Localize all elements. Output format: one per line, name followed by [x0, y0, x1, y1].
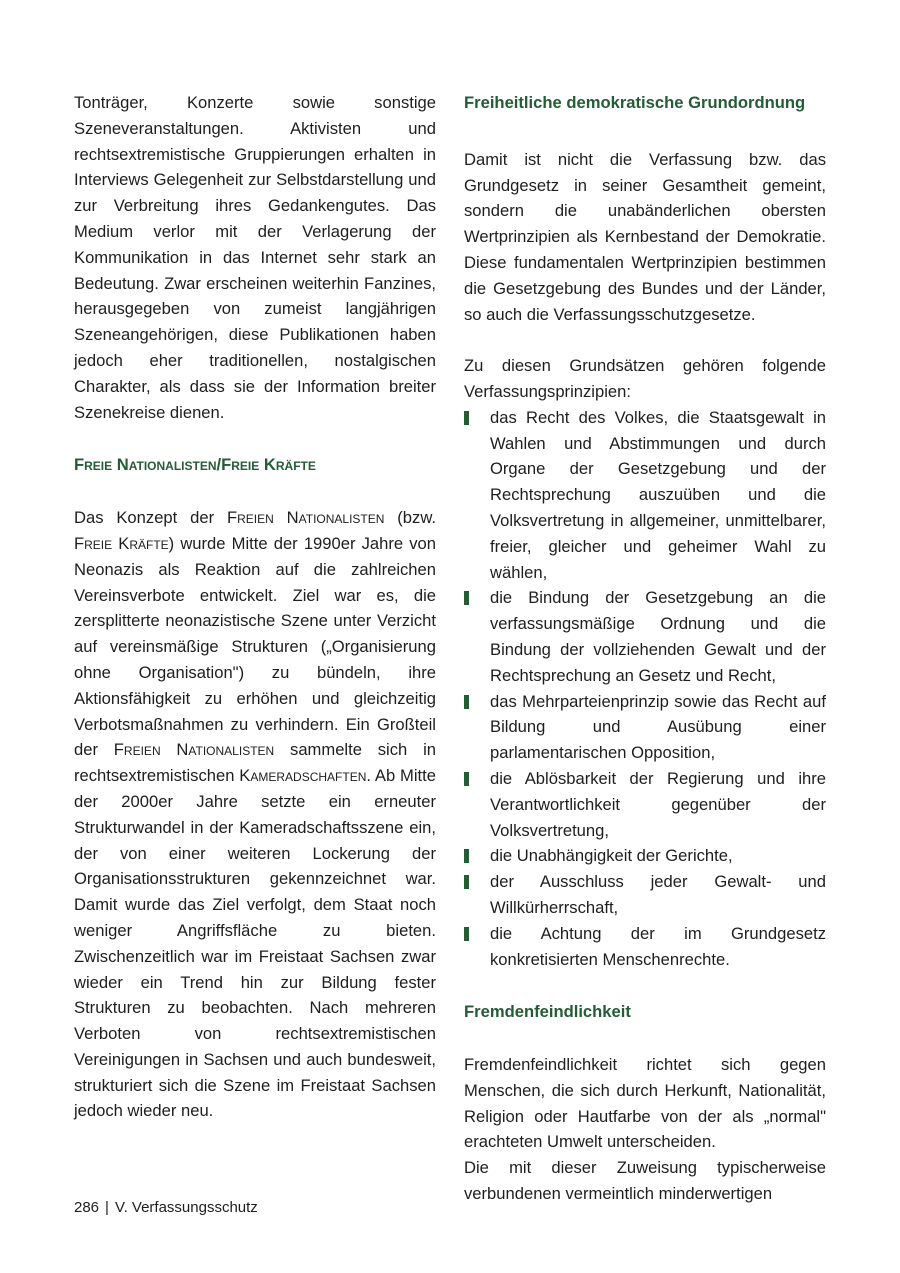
bullet-marker: [464, 695, 469, 709]
list-item-text: das Mehrparteienprinzip sowie das Recht auf Bildung und Ausübung einer parlamentarischen Opposition,: [490, 691, 826, 763]
text-run: . Ab Mitte der 2000er Jahre setzte ein erneuter Strukturwandel in der Kameradschaftsszene ein, der von einer weiteren Lockerung der Organisationsstrukturen gekennzeichnet war. Damit wurde das Ziel verfolgt, dem Staat noch weniger Angriffsfläche zu bieten. Zwischenzeitlich war im Freistaat Sachsen zwar wieder ein Trend hin zur Bildung fester Strukturen zu beobachten. Nach mehreren Verboten von rechtsextremistischen Vereinigungen in Sachsen und auch bundesweit, strukturiert sich die Szene im Freistaat Sachsen jedoch wieder neu.: [74, 766, 436, 1121]
term-freien-nationalisten: Freien Nationalisten: [113, 740, 275, 760]
right-column: [464, 90, 826, 1207]
section-heading-freie-nationalisten: Freie Nationalisten/Freie Kräfte: [74, 455, 316, 475]
section-heading-fremdenfeindlichkeit: Fremdenfeindlichkeit: [464, 1002, 631, 1022]
paragraph-fdgo-definition: Damit ist nicht die Verfassung bzw. das Grundgesetz in seiner Gesamtheit gemeint, sondern die unabänderlichen obersten Wertprinzipien als Kernbestand der Demokratie. Diese fundamentalen Wertprinzipien bestimmen die Gesetzgebung des Bundes und der Länder, so auch die Verfassungsschutzgesetze.: [464, 149, 826, 324]
bullet-marker: [464, 927, 469, 941]
term-kameradschaften: Kameradschaften: [239, 766, 367, 786]
list-item: [464, 689, 826, 766]
section-name: V. Verfassungsschutz: [114, 1199, 258, 1216]
list-item: [464, 766, 826, 843]
term-freien-nationalisten: Freien Nationalisten: [226, 508, 385, 528]
list-item-text: die Bindung der Gesetzgebung an die verfassungsmäßige Ordnung und die Bindung der vollziehenden Gewalt und der Rechtsprechung an Gesetz und Recht,: [490, 588, 826, 685]
bullet-marker: [464, 591, 469, 605]
paragraph-freie-nationalisten: [74, 505, 436, 1124]
text-run: (bzw.: [384, 508, 437, 528]
list-item: [464, 921, 826, 973]
list-item: [464, 843, 826, 869]
list-item: [464, 405, 826, 586]
principles-list: [464, 405, 826, 973]
list-item-text: die Achtung der im Grundgesetz konkretisierten Menschenrechte.: [490, 923, 826, 969]
list-item-text: der Ausschluss jeder Gewalt- und Willkürherrschaft,: [490, 872, 826, 917]
bullet-marker: [464, 849, 469, 863]
list-item-text: das Recht des Volkes, die Staatsgewalt in Wahlen und Abstimmungen und durch Organe der Gesetzgebung und der Rechtsprechung auszuüben und die Volksvertretung in allgemeiner, unmittelbarer, freier, gleicher und geheimer Wahl zu wählen,: [490, 407, 826, 582]
list-item: [464, 585, 826, 688]
section-heading-fdgo: Freiheitliche demokratische Grundordnung: [464, 93, 806, 112]
text-run: ) wurde Mitte der 1990er Jahre von Neonazis als Reaktion auf die zahlreichen Vereinsverbote entwickelt. Ziel war es, die zersplitterte neonazistische Szene unter Verzicht auf vereinsmäßige Strukturen („Organisierung ohne Organisation") zu bündeln, ihre Aktionsfähigkeit zu erhöhen und gleichzeitig Verbotsmaßnahmen zu verhindern. Ein Großteil der: [74, 533, 436, 760]
text-run: Das Konzept der: [74, 508, 227, 528]
paragraph-fremdenfeindlichkeit-2: Die mit dieser Zuweisung typischerweise verbundenen vermeintlich minderwertigen: [464, 1158, 826, 1204]
footer-separator: |: [105, 1199, 109, 1216]
list-item: [464, 869, 826, 921]
paragraph-fremdenfeindlichkeit-1: Fremdenfeindlichkeit richtet sich gegen Menschen, die sich durch Herkunft, Nationalität, Religion oder Hautfarbe von der als „normal" erachteten Umwelt unterscheiden.: [464, 1055, 826, 1152]
page-number: 286: [74, 1199, 100, 1216]
text-run: sammelte sich in rechtsextremistischen: [74, 740, 436, 786]
bullet-marker: [464, 875, 469, 889]
list-item-text: die Unabhängigkeit der Gerichte,: [490, 846, 733, 866]
paragraph-principles-intro: Zu diesen Grundsätzen gehören folgende Verfassungsprinzipien:: [464, 356, 826, 401]
page-footer: [74, 1198, 258, 1218]
term-freie-kraefte: Freie Kräfte: [74, 533, 169, 553]
list-item-text: die Ablösbarkeit der Regierung und ihre Verantwortlichkeit gegenüber der Volksvertretung,: [490, 768, 826, 840]
bullet-marker: [464, 411, 469, 425]
bullet-marker: [464, 772, 469, 786]
paragraph-intro: Tonträger, Konzerte sowie sonstige Szeneveranstaltungen. Aktivisten und rechtsextremistische Gruppierungen erhalten in Interviews Gelegenheit zur Selbstdarstellung und zur Verbreitung ihres Gedankengutes. Das Medium verlor mit der Verlagerung der Kommunikation in das Internet sehr stark an Bedeutung. Zwar erscheinen weiterhin Fanzines, herausgegeben von zumeist langjährigen Szeneangehörigen, diese Publikationen haben jedoch eher traditionellen, nostalgischen Charakter, als dass sie der Information breiter Szenekreise dienen.: [74, 93, 436, 422]
left-column: [74, 90, 436, 1124]
